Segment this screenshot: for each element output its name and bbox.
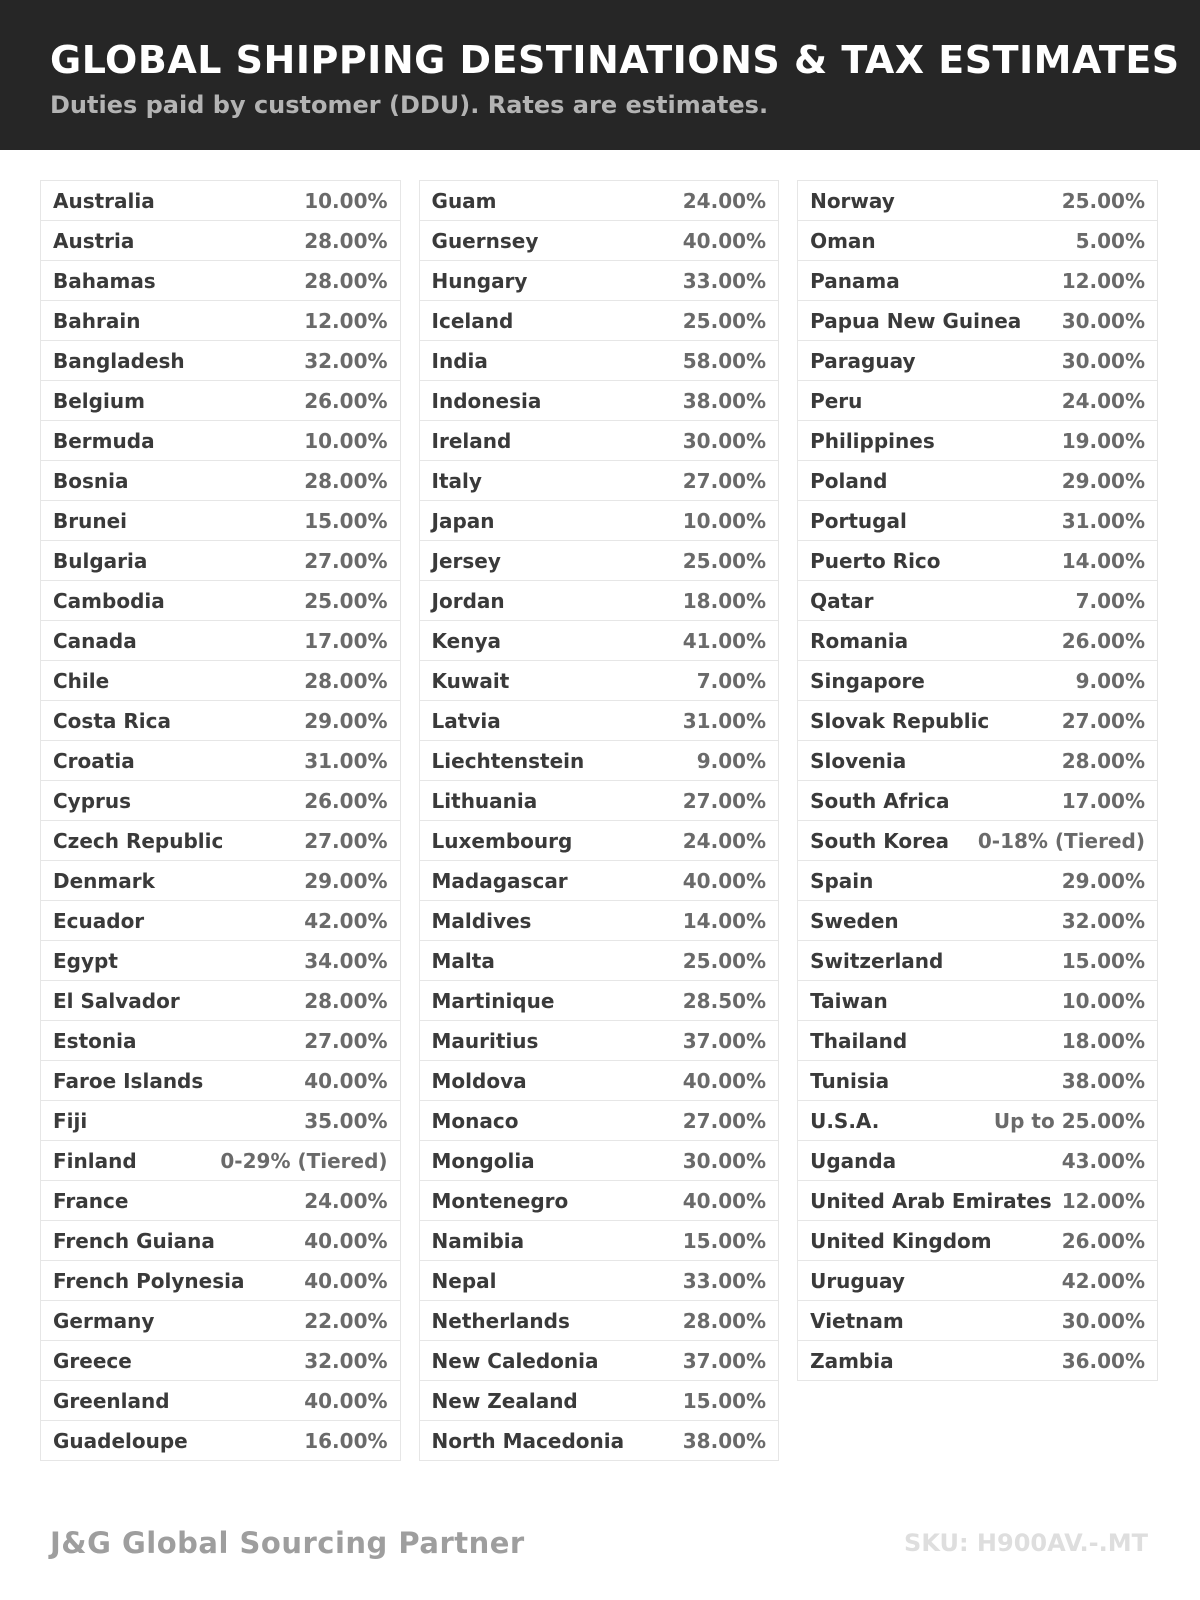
country-name: Lithuania [431,788,538,813]
country-name: New Caledonia [431,1348,599,1373]
table-row [420,581,779,621]
tax-rate: 40.00% [682,1068,767,1093]
sku-label: SKU: H900AV.-.MT [904,1529,1148,1557]
table-row [420,661,779,701]
country-name: Nepal [431,1268,497,1293]
tax-rate: 28.00% [1061,748,1145,773]
tax-rate: 33.00% [682,268,767,293]
table-row [798,301,1157,341]
table-row [420,541,779,581]
tax-rate: 40.00% [682,1188,767,1213]
country-name: U.S.A. [810,1108,880,1133]
table-row [41,741,400,781]
table-row [798,701,1157,741]
country-name: Italy [431,468,482,493]
country-name: Madagascar [431,868,568,893]
tax-rate: 40.00% [682,228,767,253]
table-row [798,461,1157,501]
table-row [420,1381,779,1421]
country-name: Chile [53,668,110,693]
rates-table-grid [40,180,1158,1461]
country-name: Philippines [810,428,935,453]
country-name: South Africa [810,788,950,813]
table-row [41,421,400,461]
tax-rate: 38.00% [1061,1068,1145,1093]
table-row [420,701,779,741]
table-row [41,1061,400,1101]
tax-rate: 30.00% [682,428,767,453]
country-name: Bermuda [53,428,155,453]
tax-rate: 31.00% [1061,508,1145,533]
tax-rate: 15.00% [1061,948,1145,973]
country-name: South Korea [810,828,950,853]
tax-rate: 17.00% [304,628,388,653]
table-row [41,1221,400,1261]
tax-rate: 10.00% [304,188,388,213]
tax-rate: 24.00% [682,828,767,853]
table-row [41,221,400,261]
tax-rate: 25.00% [682,308,767,333]
table-row [41,1421,400,1460]
tax-rate: 18.00% [682,588,767,613]
country-name: Estonia [53,1028,137,1053]
country-name: Norway [810,188,895,213]
tax-rate: 15.00% [682,1228,767,1253]
table-row [41,861,400,901]
table-row [41,821,400,861]
tax-rate: 28.00% [304,988,388,1013]
tax-rate: Up to 25.00% [993,1108,1145,1133]
tax-rate: 30.00% [1061,1308,1145,1333]
tax-rate: 12.00% [1061,268,1145,293]
country-name: Moldova [431,1068,527,1093]
table-row [798,341,1157,381]
country-name: Bosnia [53,468,129,493]
tax-rate: 9.00% [1075,668,1145,693]
country-name: Jordan [431,588,505,613]
tax-rate: 40.00% [304,1268,388,1293]
table-row [420,1421,779,1460]
country-name: Switzerland [810,948,944,973]
table-row [798,901,1157,941]
country-name: Poland [810,468,888,493]
country-name: Mauritius [431,1028,539,1053]
country-name: Australia [53,188,155,213]
tax-rate: 7.00% [1075,588,1145,613]
tax-rate: 28.00% [682,1308,767,1333]
country-name: Montenegro [431,1188,569,1213]
tax-rate: 25.00% [682,948,767,973]
table-row [41,501,400,541]
table-row [798,1301,1157,1341]
country-name: Ecuador [53,908,145,933]
table-row [41,1261,400,1301]
country-name: Singapore [810,668,925,693]
tax-rate: 37.00% [682,1348,767,1373]
table-row [798,1061,1157,1101]
table-row [420,341,779,381]
table-row [41,541,400,581]
table-row [420,901,779,941]
country-name: Greenland [53,1388,170,1413]
tax-rate: 24.00% [1061,388,1145,413]
table-row [420,821,779,861]
table-row [420,301,779,341]
table-row [798,1341,1157,1380]
country-name: Costa Rica [53,708,171,733]
country-name: Croatia [53,748,135,773]
country-name: Panama [810,268,900,293]
tax-rate: 19.00% [1061,428,1145,453]
table-row [420,501,779,541]
tax-rate: 27.00% [682,788,767,813]
table-row [420,621,779,661]
tax-rate: 28.00% [304,228,388,253]
table-row [798,1141,1157,1181]
tax-rate: 27.00% [304,828,388,853]
table-row [798,261,1157,301]
country-name: Maldives [431,908,532,933]
table-row [798,1181,1157,1221]
table-row [41,621,400,661]
tax-rate: 24.00% [682,188,767,213]
table-row [41,981,400,1021]
country-name: Slovenia [810,748,907,773]
country-name: Uganda [810,1148,897,1173]
country-name: Jersey [431,548,501,573]
country-name: Indonesia [431,388,542,413]
tax-rate: 0-29% (Tiered) [220,1148,388,1173]
country-name: Luxembourg [431,828,573,853]
tax-rate: 43.00% [1061,1148,1145,1173]
table-row [41,581,400,621]
table-row [420,381,779,421]
country-name: Czech Republic [53,828,224,853]
tax-rate: 10.00% [682,508,767,533]
tax-rate: 14.00% [682,908,767,933]
country-name: El Salvador [53,988,180,1013]
tax-rate: 40.00% [304,1388,388,1413]
tax-rate: 28.50% [682,988,767,1013]
country-name: French Guiana [53,1228,215,1253]
country-name: Peru [810,388,863,413]
table-row [41,781,400,821]
tax-rate: 58.00% [682,348,767,373]
country-name: French Polynesia [53,1268,245,1293]
table-row [420,221,779,261]
rates-column-2 [419,180,780,1461]
tax-rate: 30.00% [1061,308,1145,333]
tax-rate: 35.00% [304,1108,388,1133]
table-row [420,861,779,901]
table-row [41,941,400,981]
table-row [798,941,1157,981]
table-row [41,1341,400,1381]
table-row [420,261,779,301]
country-name: Guam [431,188,497,213]
tax-rate: 18.00% [1061,1028,1145,1053]
country-name: Qatar [810,588,874,613]
table-row [41,1181,400,1221]
tax-rate: 27.00% [1061,708,1145,733]
tax-rate: 32.00% [304,348,388,373]
country-name: Guadeloupe [53,1428,188,1453]
tax-rate: 12.00% [304,308,388,333]
country-name: Vietnam [810,1308,904,1333]
rates-column-3 [797,180,1158,1381]
country-name: Spain [810,868,874,893]
table-row [798,421,1157,461]
table-row [420,741,779,781]
tax-rate: 10.00% [304,428,388,453]
table-row [798,541,1157,581]
table-row [420,1221,779,1261]
table-row [420,421,779,461]
table-row [798,661,1157,701]
country-name: Japan [431,508,495,533]
tax-rate: 41.00% [682,628,767,653]
tax-rate: 15.00% [304,508,388,533]
tax-rate: 29.00% [304,708,388,733]
country-name: Papua New Guinea [810,308,1022,333]
country-name: Belgium [53,388,145,413]
table-row [798,181,1157,221]
tax-rate: 27.00% [304,1028,388,1053]
country-name: India [431,348,488,373]
tax-rate: 29.00% [1061,468,1145,493]
tax-rate: 0-18% (Tiered) [977,828,1145,853]
tax-rate: 31.00% [682,708,767,733]
country-name: Malta [431,948,495,973]
country-name: Bahamas [53,268,156,293]
table-row [41,901,400,941]
tax-rate: 25.00% [682,548,767,573]
table-row [798,621,1157,661]
country-name: Iceland [431,308,514,333]
country-name: Cyprus [53,788,132,813]
tax-rate: 22.00% [304,1308,388,1333]
brand-name: J&G Global Sourcing Partner [50,1526,525,1560]
tax-rate: 5.00% [1075,228,1145,253]
table-row [420,1101,779,1141]
table-row [798,1021,1157,1061]
tax-rate: 27.00% [304,548,388,573]
country-name: Austria [53,228,135,253]
tax-rate: 24.00% [304,1188,388,1213]
table-row [798,381,1157,421]
table-row [798,581,1157,621]
country-name: Sweden [810,908,899,933]
tax-rate: 9.00% [696,748,767,773]
table-row [798,741,1157,781]
table-row [41,701,400,741]
country-name: Uruguay [810,1268,905,1293]
tax-rate: 34.00% [304,948,388,973]
page-subtitle: Duties paid by customer (DDU). Rates are estimates. [50,90,769,119]
table-row [798,1221,1157,1261]
country-name: Thailand [810,1028,908,1053]
country-name: Namibia [431,1228,525,1253]
tax-rate: 25.00% [1061,188,1145,213]
tax-rate: 28.00% [304,268,388,293]
tax-rate: 30.00% [682,1148,767,1173]
table-row [41,1101,400,1141]
country-name: Latvia [431,708,501,733]
tax-rate: 25.00% [304,588,388,613]
country-name: France [53,1188,129,1213]
tax-rate: 33.00% [682,1268,767,1293]
header-banner [0,0,1200,150]
table-row [41,261,400,301]
table-row [41,661,400,701]
country-name: Bangladesh [53,348,185,373]
table-row [41,341,400,381]
country-name: Zambia [810,1348,894,1373]
tax-rate: 40.00% [304,1068,388,1093]
country-name: Egypt [53,948,118,973]
table-row [420,1301,779,1341]
tax-rate: 29.00% [304,868,388,893]
country-name: Martinique [431,988,555,1013]
table-row [420,1261,779,1301]
table-row [41,301,400,341]
table-row [798,221,1157,261]
country-name: Paraguay [810,348,916,373]
table-row [798,781,1157,821]
tax-rate: 36.00% [1061,1348,1145,1373]
table-row [41,461,400,501]
table-row [798,861,1157,901]
country-name: Kenya [431,628,502,653]
country-name: Netherlands [431,1308,570,1333]
country-name: Kuwait [431,668,510,693]
tax-rate: 16.00% [304,1428,388,1453]
country-name: United Arab Emirates [810,1188,1052,1213]
country-name: Portugal [810,508,907,533]
tax-rate: 32.00% [304,1348,388,1373]
tax-rate: 12.00% [1061,1188,1145,1213]
country-name: Oman [810,228,876,253]
country-name: Monaco [431,1108,519,1133]
tax-rate: 38.00% [682,1428,767,1453]
tax-rate: 31.00% [304,748,388,773]
table-row [41,1021,400,1061]
country-name: Brunei [53,508,128,533]
table-row [798,821,1157,861]
table-row [420,781,779,821]
table-row [41,181,400,221]
table-row [420,461,779,501]
country-name: Fiji [53,1108,88,1133]
country-name: Liechtenstein [431,748,585,773]
table-row [41,1301,400,1341]
country-name: Canada [53,628,137,653]
table-row [420,1021,779,1061]
country-name: Guernsey [431,228,539,253]
table-row [420,1341,779,1381]
table-row [798,1101,1157,1141]
country-name: Puerto Rico [810,548,941,573]
table-row [41,1381,400,1421]
tax-rate: 27.00% [682,468,767,493]
country-name: Denmark [53,868,155,893]
table-row [41,1141,400,1181]
country-name: Hungary [431,268,528,293]
country-name: Tunisia [810,1068,890,1093]
country-name: Bahrain [53,308,141,333]
table-row [420,941,779,981]
table-row [798,981,1157,1021]
tax-rate: 17.00% [1061,788,1145,813]
table-row [420,1181,779,1221]
country-name: Mongolia [431,1148,535,1173]
country-name: Bulgaria [53,548,148,573]
country-name: Ireland [431,428,512,453]
country-name: Romania [810,628,909,653]
tax-rate: 28.00% [304,668,388,693]
country-name: United Kingdom [810,1228,992,1253]
country-name: Germany [53,1308,155,1333]
country-name: Taiwan [810,988,888,1013]
page-title: GLOBAL SHIPPING DESTINATIONS & TAX ESTIMATES [50,38,1180,82]
tax-rate: 26.00% [304,388,388,413]
footer [50,1526,1148,1560]
tax-rate: 32.00% [1061,908,1145,933]
country-name: Cambodia [53,588,165,613]
table-row [420,181,779,221]
tax-rate: 14.00% [1061,548,1145,573]
table-row [798,1261,1157,1301]
country-name: Slovak Republic [810,708,990,733]
tax-rate: 27.00% [682,1108,767,1133]
tax-rate: 26.00% [1061,628,1145,653]
tax-rate: 7.00% [696,668,767,693]
tax-rate: 30.00% [1061,348,1145,373]
table-row [420,1141,779,1181]
country-name: Faroe Islands [53,1068,204,1093]
tax-rate: 26.00% [1061,1228,1145,1253]
country-name: North Macedonia [431,1428,625,1453]
country-name: Finland [53,1148,137,1173]
table-row [420,1061,779,1101]
tax-rate: 38.00% [682,388,767,413]
table-row [420,981,779,1021]
tax-rate: 10.00% [1061,988,1145,1013]
table-row [41,381,400,421]
tax-rate: 42.00% [304,908,388,933]
tax-rate: 40.00% [682,868,767,893]
country-name: Greece [53,1348,132,1373]
tax-rate: 42.00% [1061,1268,1145,1293]
tax-rate: 26.00% [304,788,388,813]
tax-rate: 28.00% [304,468,388,493]
rates-column-1 [40,180,401,1461]
tax-rate: 40.00% [304,1228,388,1253]
tax-rate: 29.00% [1061,868,1145,893]
table-row [798,501,1157,541]
country-name: New Zealand [431,1388,578,1413]
tax-rate: 37.00% [682,1028,767,1053]
tax-rate: 15.00% [682,1388,767,1413]
